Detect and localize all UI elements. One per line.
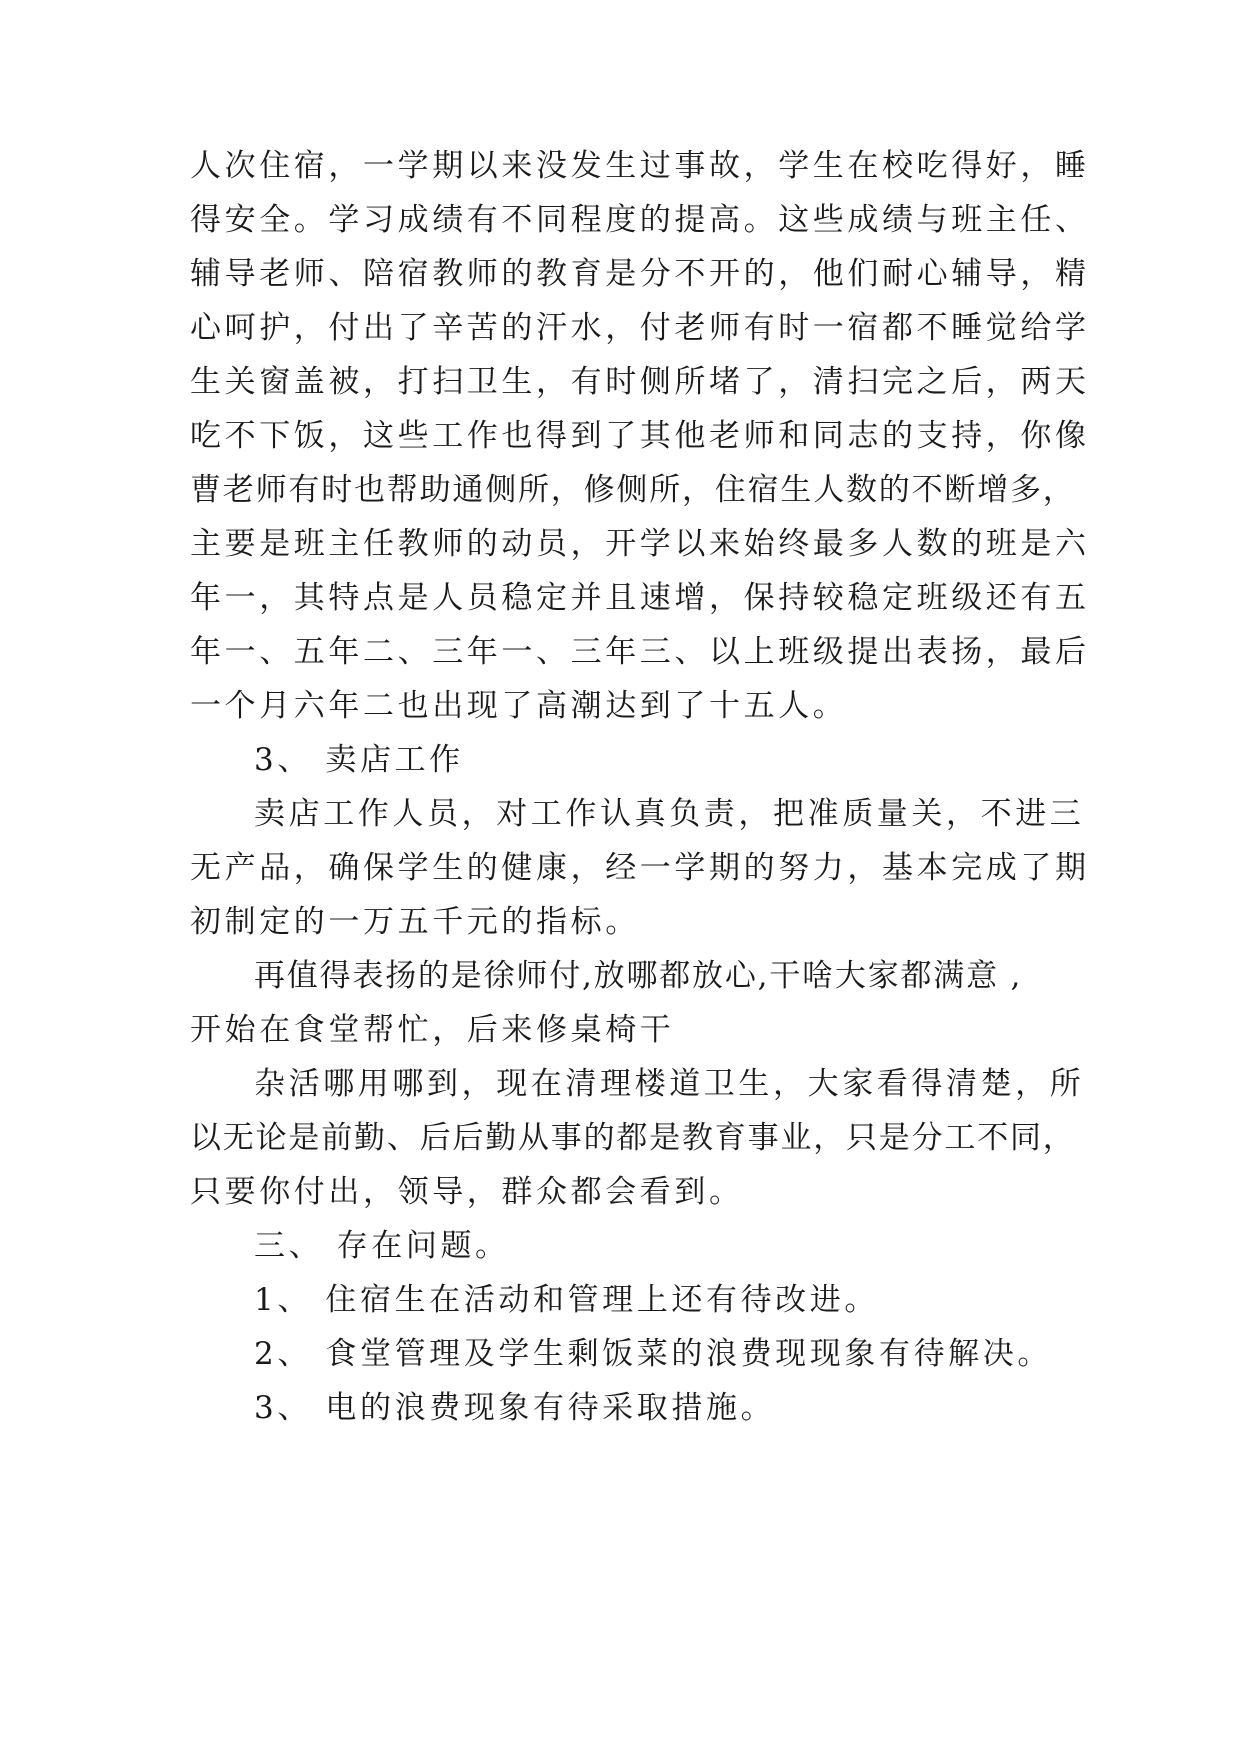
text-line: 得安全。学习成绩有不同程度的提高。这些成绩与班主任、 [190,202,1090,238]
text-line: 一个月六年二也出现了高潮达到了十五人。 [190,688,848,724]
section-heading: 三、 存在问题。 [254,1228,510,1264]
text-line: 初制定的一万五千元的指标。 [190,904,640,940]
text-line: 辅导老师、陪宿教师的教育是分不开的，他们耐心辅导，精 [190,256,1090,292]
text-line: 吃不下饭，这些工作也得到了其他老师和同志的支持，你像 [190,418,1090,454]
text-line: 心呵护，付出了辛苦的汗水，付老师有时一宿都不睡觉给学 [190,310,1090,346]
text-line: 无产品，确保学生的健康，经一学期的努力，基本完成了期 [190,850,1090,886]
list-item: 2、 食堂管理及学生剩饭菜的浪费现现象有待解决。 [254,1336,1052,1372]
list-item: 3、 电的浪费现象有待采取措施。 [254,1390,776,1426]
text-line: 以无论是前勤、后后勤从事的都是教育事业，只是分工不同， [190,1120,1076,1156]
text-line: 主要是班主任教师的动员，开学以来始终最多人数的班是六 [190,526,1090,562]
text-line: 年一、五年二、三年一、三年三、以上班级提出表扬，最后 [190,634,1090,670]
text-line: 年一，其特点是人员稳定并且速增，保持较稳定班级还有五 [190,580,1090,616]
text-line: 只要你付出，领导，群众都会看到。 [190,1174,744,1210]
text-line: 曹老师有时也帮助通侧所，修侧所，住宿生人数的不断增多， [190,472,1076,508]
text-line: 人次住宿，一学期以来没发生过事故，学生在校吃得好，睡 [190,148,1090,184]
section-heading: 3、 卖店工作 [254,742,464,778]
paragraph-first-line: 卖店工作人员，对工作认真负责，把准质量关，不进三 [254,796,1085,832]
paragraph-first-line: 再值得表扬的是徐师付,放哪都放心,干啥大家都满意 , [254,958,1023,994]
paragraph-first-line: 杂活哪用哪到，现在清理楼道卫生，大家看得清楚，所 [254,1066,1085,1102]
text-line: 生关窗盖被，打扫卫生，有时侧所堵了，清扫完之后，两天 [190,364,1090,400]
list-item: 1、 住宿生在活动和管理上还有待改进。 [254,1282,879,1318]
text-line: 开始在食堂帮忙，后来修桌椅干 [190,1012,675,1048]
